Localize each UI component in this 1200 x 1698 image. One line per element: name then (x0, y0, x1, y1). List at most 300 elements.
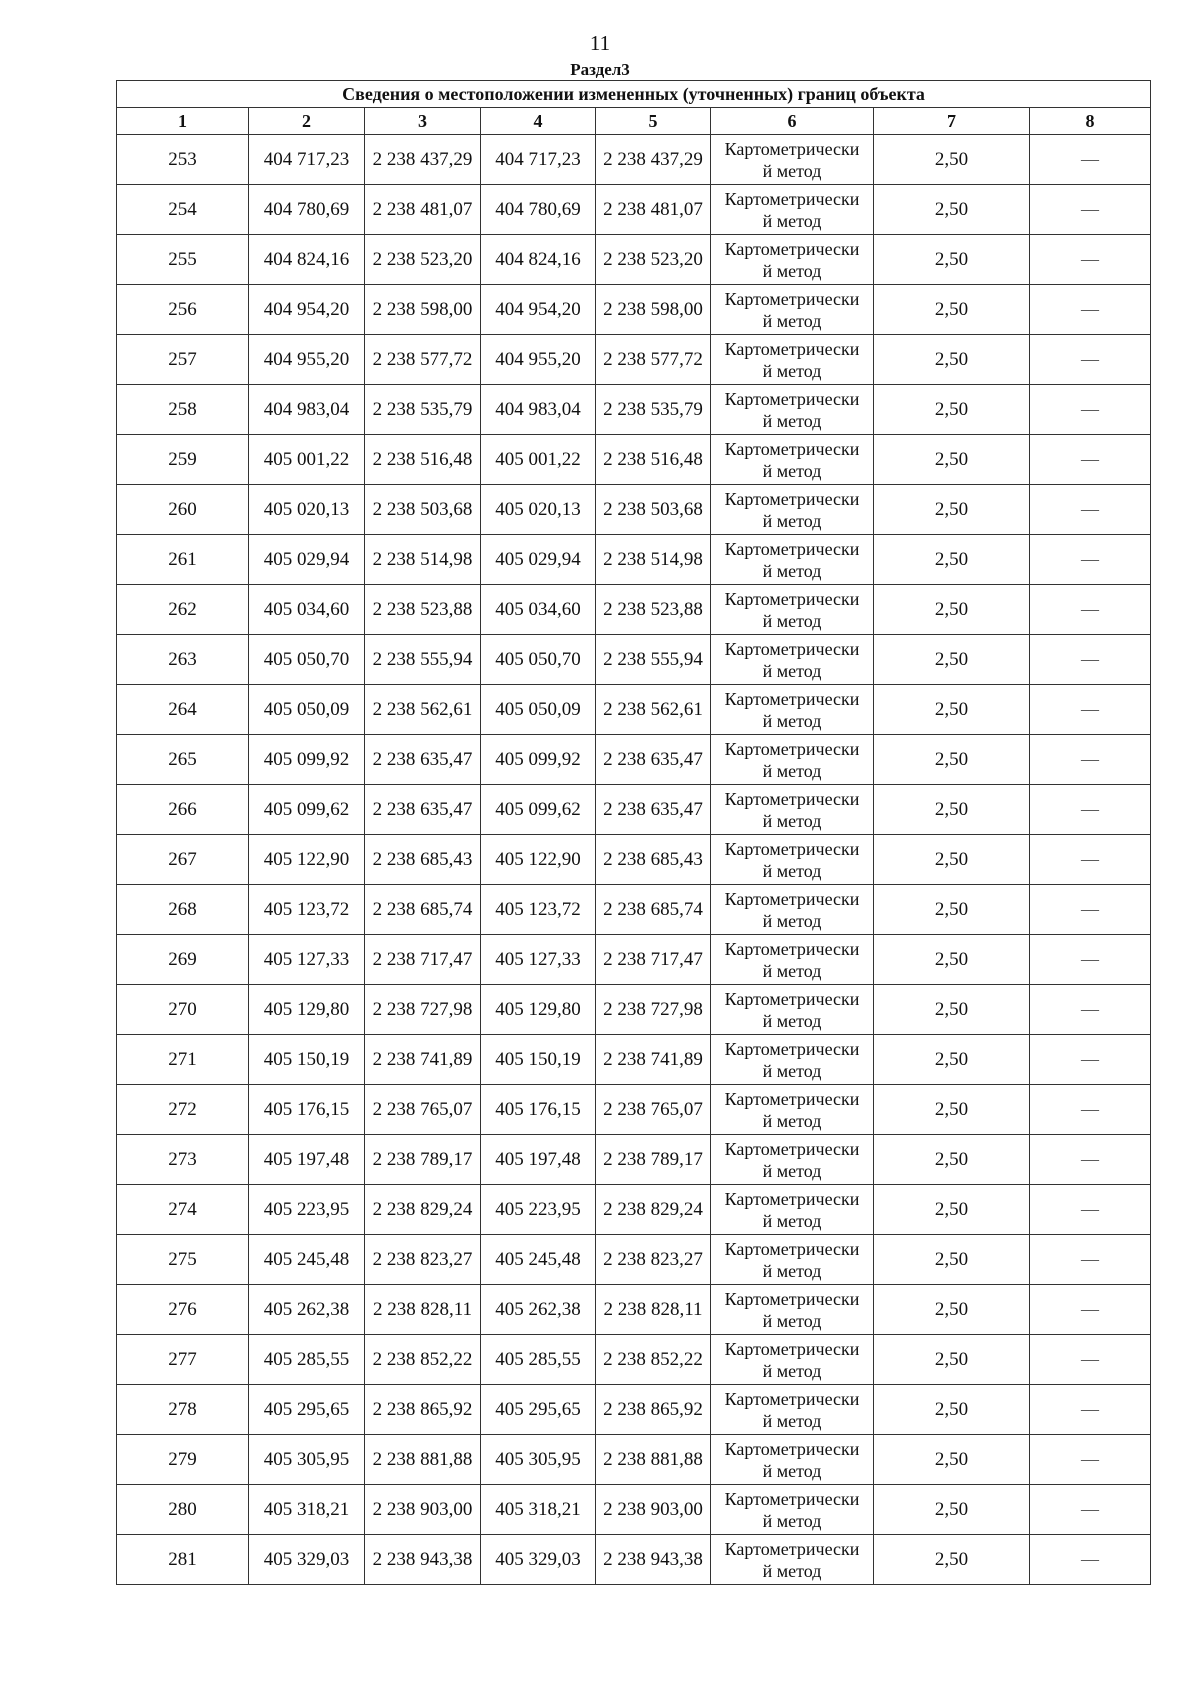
note-cell: — (1030, 535, 1151, 585)
note-cell: — (1030, 235, 1151, 285)
table-body (117, 135, 1151, 1585)
method-cell (711, 885, 874, 935)
y-coordinate-cell: 2 238 828,11 (596, 1285, 711, 1335)
method-cell (711, 1335, 874, 1385)
point-number-cell: 255 (117, 235, 249, 285)
x-coordinate-cell: 404 780,69 (249, 185, 365, 235)
y-coordinate-cell: 2 238 635,47 (365, 735, 481, 785)
method-text: й метод (762, 1460, 822, 1481)
method-cell (711, 185, 874, 235)
note-cell: — (1030, 1285, 1151, 1335)
x-coordinate-cell: 405 295,65 (481, 1385, 596, 1435)
method-text: Картометрически (724, 888, 860, 909)
x-coordinate-cell: 405 129,80 (481, 985, 596, 1035)
column-number: 4 (481, 108, 596, 135)
column-number: 3 (365, 108, 481, 135)
table-row (117, 285, 1151, 335)
method-cell (711, 685, 874, 735)
method-text: Картометрически (724, 338, 860, 359)
point-number-cell: 280 (117, 1485, 249, 1535)
method-text: й метод (762, 1160, 822, 1181)
y-coordinate-cell: 2 238 823,27 (596, 1235, 711, 1285)
x-coordinate-cell: 405 050,70 (249, 635, 365, 685)
table-row (117, 1185, 1151, 1235)
column-number: 8 (1030, 108, 1151, 135)
y-coordinate-cell: 2 238 514,98 (365, 535, 481, 585)
table-row (117, 1085, 1151, 1135)
method-text: Картометрически (724, 1038, 860, 1059)
y-coordinate-cell: 2 238 741,89 (596, 1035, 711, 1085)
point-number-cell: 281 (117, 1535, 249, 1585)
table-row (117, 935, 1151, 985)
y-coordinate-cell: 2 238 481,07 (365, 185, 481, 235)
method-text: й метод (762, 910, 822, 931)
method-text: Картометрически (724, 388, 860, 409)
point-number-cell: 261 (117, 535, 249, 585)
y-coordinate-cell: 2 238 903,00 (596, 1485, 711, 1535)
y-coordinate-cell: 2 238 727,98 (365, 985, 481, 1035)
method-text: Картометрически (724, 1188, 860, 1209)
column-number: 7 (874, 108, 1030, 135)
method-text: Картометрически (724, 788, 860, 809)
y-coordinate-cell: 2 238 598,00 (596, 285, 711, 335)
y-coordinate-cell: 2 238 685,74 (596, 885, 711, 935)
x-coordinate-cell: 405 020,13 (481, 485, 596, 535)
point-number-cell: 266 (117, 785, 249, 835)
precision-cell: 2,50 (874, 1185, 1030, 1235)
precision-cell: 2,50 (874, 1085, 1030, 1135)
y-coordinate-cell: 2 238 523,88 (365, 585, 481, 635)
y-coordinate-cell: 2 238 741,89 (365, 1035, 481, 1085)
note-cell: — (1030, 1485, 1151, 1535)
table-caption: Сведения о местоположении измененных (уточненных) границ объекта (117, 81, 1151, 108)
y-coordinate-cell: 2 238 635,47 (596, 785, 711, 835)
note-cell: — (1030, 585, 1151, 635)
method-text: Картометрически (724, 188, 860, 209)
precision-cell: 2,50 (874, 1335, 1030, 1385)
x-coordinate-cell: 405 050,09 (481, 685, 596, 735)
note-cell: — (1030, 1135, 1151, 1185)
note-cell: — (1030, 785, 1151, 835)
y-coordinate-cell: 2 238 577,72 (365, 335, 481, 385)
method-text: й метод (762, 310, 822, 331)
method-text: Картометрически (724, 538, 860, 559)
x-coordinate-cell: 405 099,62 (249, 785, 365, 835)
precision-cell: 2,50 (874, 235, 1030, 285)
x-coordinate-cell: 405 127,33 (481, 935, 596, 985)
note-cell: — (1030, 1435, 1151, 1485)
method-cell (711, 1135, 874, 1185)
note-cell: — (1030, 1235, 1151, 1285)
table-row (117, 835, 1151, 885)
precision-cell: 2,50 (874, 1285, 1030, 1335)
precision-cell: 2,50 (874, 785, 1030, 835)
method-cell (711, 435, 874, 485)
method-text: Картометрически (724, 1288, 860, 1309)
method-text: Картометрически (724, 638, 860, 659)
precision-cell: 2,50 (874, 885, 1030, 935)
x-coordinate-cell: 405 245,48 (249, 1235, 365, 1285)
method-text: й метод (762, 760, 822, 781)
precision-cell: 2,50 (874, 335, 1030, 385)
method-text: Картометрически (724, 488, 860, 509)
method-cell (711, 335, 874, 385)
x-coordinate-cell: 404 717,23 (249, 135, 365, 185)
point-number-cell: 262 (117, 585, 249, 635)
method-cell (711, 1435, 874, 1485)
table-row (117, 985, 1151, 1035)
method-text: й метод (762, 1260, 822, 1281)
boundary-coordinates-table (116, 80, 1151, 1585)
y-coordinate-cell: 2 238 635,47 (365, 785, 481, 835)
y-coordinate-cell: 2 238 437,29 (596, 135, 711, 185)
y-coordinate-cell: 2 238 823,27 (365, 1235, 481, 1285)
point-number-cell: 273 (117, 1135, 249, 1185)
note-cell: — (1030, 835, 1151, 885)
x-coordinate-cell: 405 223,95 (481, 1185, 596, 1235)
point-number-cell: 260 (117, 485, 249, 535)
page-number: 11 (589, 31, 611, 55)
precision-cell: 2,50 (874, 135, 1030, 185)
y-coordinate-cell: 2 238 881,88 (596, 1435, 711, 1485)
method-text: й метод (762, 860, 822, 881)
x-coordinate-cell: 405 034,60 (481, 585, 596, 635)
column-number: 2 (249, 108, 365, 135)
method-cell (711, 485, 874, 535)
point-number-cell: 270 (117, 985, 249, 1035)
note-cell: — (1030, 1335, 1151, 1385)
method-text: й метод (762, 1510, 822, 1531)
y-coordinate-cell: 2 238 685,43 (365, 835, 481, 885)
method-cell (711, 1235, 874, 1285)
section-title: Раздел3 (570, 60, 630, 79)
x-coordinate-cell: 405 122,90 (481, 835, 596, 885)
method-text: й метод (762, 810, 822, 831)
method-text: й метод (762, 1060, 822, 1081)
table-row (117, 1235, 1151, 1285)
y-coordinate-cell: 2 238 727,98 (596, 985, 711, 1035)
note-cell: — (1030, 1535, 1151, 1585)
y-coordinate-cell: 2 238 865,92 (596, 1385, 711, 1435)
point-number-cell: 257 (117, 335, 249, 385)
point-number-cell: 263 (117, 635, 249, 685)
y-coordinate-cell: 2 238 789,17 (596, 1135, 711, 1185)
x-coordinate-cell: 405 150,19 (481, 1035, 596, 1085)
method-text: й метод (762, 210, 822, 231)
precision-cell: 2,50 (874, 685, 1030, 735)
precision-cell: 2,50 (874, 635, 1030, 685)
y-coordinate-cell: 2 238 943,38 (365, 1535, 481, 1585)
note-cell: — (1030, 1385, 1151, 1435)
method-cell (711, 1285, 874, 1335)
point-number-cell: 272 (117, 1085, 249, 1135)
y-coordinate-cell: 2 238 852,22 (596, 1335, 711, 1385)
point-number-cell: 277 (117, 1335, 249, 1385)
method-text: й метод (762, 1110, 822, 1131)
method-cell (711, 735, 874, 785)
x-coordinate-cell: 405 029,94 (249, 535, 365, 585)
note-cell: — (1030, 1185, 1151, 1235)
x-coordinate-cell: 405 197,48 (481, 1135, 596, 1185)
y-coordinate-cell: 2 238 765,07 (365, 1085, 481, 1135)
method-text: Картометрически (724, 438, 860, 459)
method-text: й метод (762, 160, 822, 181)
precision-cell: 2,50 (874, 1235, 1030, 1285)
y-coordinate-cell: 2 238 635,47 (596, 735, 711, 785)
method-cell (711, 235, 874, 285)
method-text: й метод (762, 1310, 822, 1331)
y-coordinate-cell: 2 238 685,74 (365, 885, 481, 935)
x-coordinate-cell: 404 954,20 (249, 285, 365, 335)
y-coordinate-cell: 2 238 514,98 (596, 535, 711, 585)
precision-cell: 2,50 (874, 1035, 1030, 1085)
method-text: Картометрически (724, 1438, 860, 1459)
method-text: й метод (762, 1010, 822, 1031)
x-coordinate-cell: 405 329,03 (481, 1535, 596, 1585)
y-coordinate-cell: 2 238 523,20 (365, 235, 481, 285)
table-row (117, 635, 1151, 685)
precision-cell: 2,50 (874, 1435, 1030, 1485)
note-cell: — (1030, 1035, 1151, 1085)
y-coordinate-cell: 2 238 555,94 (365, 635, 481, 685)
method-cell (711, 1485, 874, 1535)
table-row (117, 885, 1151, 935)
method-text: Картометрически (724, 938, 860, 959)
note-cell: — (1030, 185, 1151, 235)
note-cell: — (1030, 285, 1151, 335)
method-text: Картометрически (724, 1338, 860, 1359)
x-coordinate-cell: 404 983,04 (249, 385, 365, 435)
y-coordinate-cell: 2 238 503,68 (596, 485, 711, 535)
y-coordinate-cell: 2 238 481,07 (596, 185, 711, 235)
precision-cell: 2,50 (874, 485, 1030, 535)
precision-cell: 2,50 (874, 735, 1030, 785)
note-cell: — (1030, 385, 1151, 435)
precision-cell: 2,50 (874, 285, 1030, 335)
method-cell (711, 1035, 874, 1085)
x-coordinate-cell: 404 955,20 (481, 335, 596, 385)
point-number-cell: 275 (117, 1235, 249, 1285)
y-coordinate-cell: 2 238 789,17 (365, 1135, 481, 1185)
y-coordinate-cell: 2 238 555,94 (596, 635, 711, 685)
y-coordinate-cell: 2 238 598,00 (365, 285, 481, 335)
table-row (117, 1135, 1151, 1185)
y-coordinate-cell: 2 238 717,47 (596, 935, 711, 985)
precision-cell: 2,50 (874, 435, 1030, 485)
point-number-cell: 269 (117, 935, 249, 985)
precision-cell: 2,50 (874, 1485, 1030, 1535)
y-coordinate-cell: 2 238 717,47 (365, 935, 481, 985)
x-coordinate-cell: 405 099,62 (481, 785, 596, 835)
point-number-cell: 274 (117, 1185, 249, 1235)
method-text: Картометрически (724, 138, 860, 159)
method-text: й метод (762, 510, 822, 531)
y-coordinate-cell: 2 238 852,22 (365, 1335, 481, 1385)
point-number-cell: 259 (117, 435, 249, 485)
x-coordinate-cell: 405 129,80 (249, 985, 365, 1035)
x-coordinate-cell: 405 262,38 (481, 1285, 596, 1335)
precision-cell: 2,50 (874, 585, 1030, 635)
x-coordinate-cell: 405 305,95 (481, 1435, 596, 1485)
x-coordinate-cell: 405 099,92 (481, 735, 596, 785)
point-number-cell: 268 (117, 885, 249, 935)
point-number-cell: 264 (117, 685, 249, 735)
note-cell: — (1030, 735, 1151, 785)
x-coordinate-cell: 404 717,23 (481, 135, 596, 185)
y-coordinate-cell: 2 238 516,48 (365, 435, 481, 485)
table-row (117, 1285, 1151, 1335)
method-text: Картометрически (724, 988, 860, 1009)
precision-cell: 2,50 (874, 185, 1030, 235)
x-coordinate-cell: 405 329,03 (249, 1535, 365, 1585)
method-cell (711, 535, 874, 585)
method-cell (711, 835, 874, 885)
note-cell: — (1030, 985, 1151, 1035)
column-number: 6 (711, 108, 874, 135)
table-row (117, 435, 1151, 485)
table-row (117, 185, 1151, 235)
x-coordinate-cell: 405 123,72 (481, 885, 596, 935)
note-cell: — (1030, 885, 1151, 935)
table-row (117, 135, 1151, 185)
table-row (117, 1035, 1151, 1085)
x-coordinate-cell: 405 122,90 (249, 835, 365, 885)
point-number-cell: 271 (117, 1035, 249, 1085)
x-coordinate-cell: 404 780,69 (481, 185, 596, 235)
x-coordinate-cell: 405 197,48 (249, 1135, 365, 1185)
note-cell: — (1030, 335, 1151, 385)
y-coordinate-cell: 2 238 535,79 (596, 385, 711, 435)
table-row (117, 1335, 1151, 1385)
table-row (117, 335, 1151, 385)
y-coordinate-cell: 2 238 503,68 (365, 485, 481, 535)
x-coordinate-cell: 405 318,21 (249, 1485, 365, 1535)
x-coordinate-cell: 404 983,04 (481, 385, 596, 435)
method-text: Картометрически (724, 1138, 860, 1159)
table-row (117, 1385, 1151, 1435)
method-text: й метод (762, 1210, 822, 1231)
point-number-cell: 256 (117, 285, 249, 335)
column-number-row (117, 108, 1151, 135)
method-text: й метод (762, 360, 822, 381)
method-text: Картометрически (724, 688, 860, 709)
method-text: й метод (762, 610, 822, 631)
y-coordinate-cell: 2 238 829,24 (365, 1185, 481, 1235)
table-row (117, 1485, 1151, 1535)
x-coordinate-cell: 405 050,70 (481, 635, 596, 685)
method-text: й метод (762, 460, 822, 481)
note-cell: — (1030, 135, 1151, 185)
point-number-cell: 265 (117, 735, 249, 785)
method-cell (711, 135, 874, 185)
table-row (117, 1535, 1151, 1585)
y-coordinate-cell: 2 238 562,61 (596, 685, 711, 735)
column-number: 5 (596, 108, 711, 135)
precision-cell: 2,50 (874, 535, 1030, 585)
x-coordinate-cell: 404 824,16 (481, 235, 596, 285)
y-coordinate-cell: 2 238 523,20 (596, 235, 711, 285)
method-text: й метод (762, 660, 822, 681)
method-text: й метод (762, 960, 822, 981)
method-cell (711, 1085, 874, 1135)
table-caption-row (117, 81, 1151, 108)
method-text: й метод (762, 710, 822, 731)
x-coordinate-cell: 405 318,21 (481, 1485, 596, 1535)
x-coordinate-cell: 405 223,95 (249, 1185, 365, 1235)
x-coordinate-cell: 405 001,22 (249, 435, 365, 485)
x-coordinate-cell: 405 150,19 (249, 1035, 365, 1085)
x-coordinate-cell: 405 262,38 (249, 1285, 365, 1335)
y-coordinate-cell: 2 238 535,79 (365, 385, 481, 435)
table-row (117, 535, 1151, 585)
method-text: й метод (762, 410, 822, 431)
y-coordinate-cell: 2 238 943,38 (596, 1535, 711, 1585)
note-cell: — (1030, 935, 1151, 985)
table-row (117, 385, 1151, 435)
x-coordinate-cell: 405 123,72 (249, 885, 365, 935)
precision-cell: 2,50 (874, 985, 1030, 1035)
x-coordinate-cell: 405 285,55 (249, 1335, 365, 1385)
method-text: Картометрически (724, 738, 860, 759)
note-cell: — (1030, 635, 1151, 685)
y-coordinate-cell: 2 238 829,24 (596, 1185, 711, 1235)
method-cell (711, 935, 874, 985)
y-coordinate-cell: 2 238 577,72 (596, 335, 711, 385)
x-coordinate-cell: 405 034,60 (249, 585, 365, 635)
x-coordinate-cell: 405 001,22 (481, 435, 596, 485)
note-cell: — (1030, 685, 1151, 735)
y-coordinate-cell: 2 238 562,61 (365, 685, 481, 735)
point-number-cell: 253 (117, 135, 249, 185)
method-text: й метод (762, 260, 822, 281)
precision-cell: 2,50 (874, 935, 1030, 985)
x-coordinate-cell: 405 305,95 (249, 1435, 365, 1485)
point-number-cell: 267 (117, 835, 249, 885)
precision-cell: 2,50 (874, 385, 1030, 435)
note-cell: — (1030, 435, 1151, 485)
y-coordinate-cell: 2 238 881,88 (365, 1435, 481, 1485)
method-text: Картометрически (724, 588, 860, 609)
method-text: Картометрически (724, 838, 860, 859)
note-cell: — (1030, 1085, 1151, 1135)
method-cell (711, 785, 874, 835)
method-cell (711, 1185, 874, 1235)
y-coordinate-cell: 2 238 516,48 (596, 435, 711, 485)
x-coordinate-cell: 405 020,13 (249, 485, 365, 535)
table-row (117, 585, 1151, 635)
x-coordinate-cell: 404 824,16 (249, 235, 365, 285)
point-number-cell: 258 (117, 385, 249, 435)
y-coordinate-cell: 2 238 523,88 (596, 585, 711, 635)
method-text: Картометрически (724, 1088, 860, 1109)
column-number: 1 (117, 108, 249, 135)
x-coordinate-cell: 404 954,20 (481, 285, 596, 335)
method-cell (711, 1385, 874, 1435)
method-cell (711, 585, 874, 635)
precision-cell: 2,50 (874, 1385, 1030, 1435)
method-text: й метод (762, 1410, 822, 1431)
precision-cell: 2,50 (874, 835, 1030, 885)
method-cell (711, 285, 874, 335)
method-text: Картометрически (724, 1388, 860, 1409)
method-cell (711, 635, 874, 685)
table-row (117, 1435, 1151, 1485)
x-coordinate-cell: 405 127,33 (249, 935, 365, 985)
note-cell: — (1030, 485, 1151, 535)
method-text: й метод (762, 1360, 822, 1381)
method-cell (711, 985, 874, 1035)
y-coordinate-cell: 2 238 437,29 (365, 135, 481, 185)
